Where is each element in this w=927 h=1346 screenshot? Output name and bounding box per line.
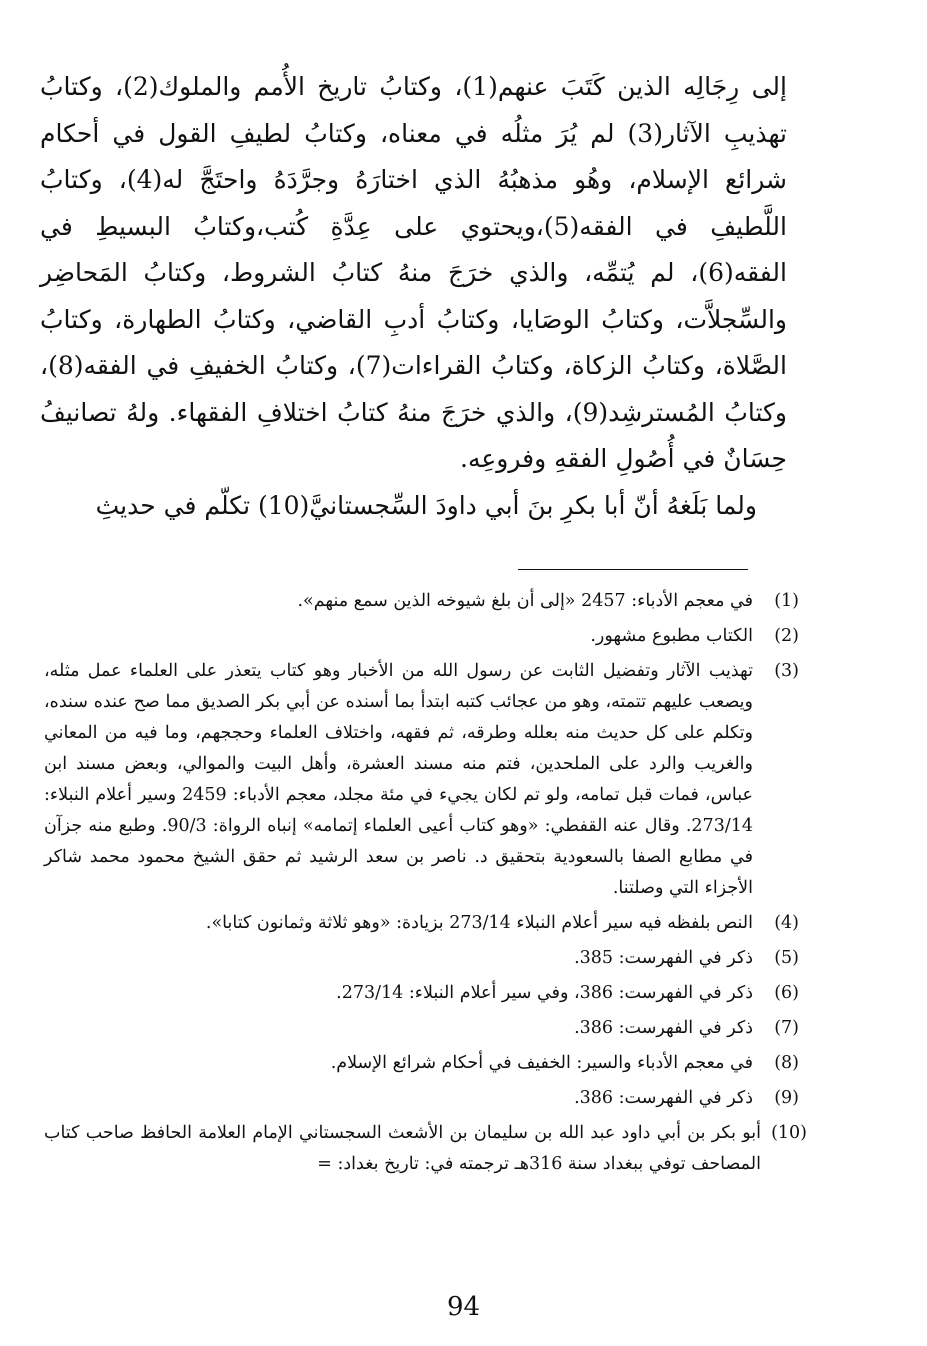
footnote-text: ذكر في الفهرست: 386. <box>574 1088 753 1108</box>
footnote-number: (2) <box>774 626 799 646</box>
footnote-text: النص بلفظه فيه سير أعلام النبلاء 273/14 بزيادة: «وهو ثلاثة وثمانون كتابا». <box>205 913 753 933</box>
footnote-number: (7) <box>774 1018 799 1038</box>
footnote-7 <box>44 1013 799 1044</box>
footnote-text: الكتاب مطبوع مشهور. <box>590 626 753 646</box>
footnote-5 <box>44 943 799 974</box>
footnote-2 <box>44 621 799 652</box>
footnote-number: (6) <box>774 983 799 1003</box>
footnote-3 <box>44 656 799 904</box>
footnote-text: في معجم الأدباء والسير: الخفيف في أحكام شرائع الإسلام. <box>330 1053 753 1073</box>
footnote-number: (1) <box>774 591 799 611</box>
footnote-4 <box>44 908 799 939</box>
footnote-1 <box>44 586 799 617</box>
main-text <box>40 64 787 529</box>
footnote-10 <box>44 1118 807 1180</box>
footnote-number: (9) <box>774 1088 799 1108</box>
footnote-divider <box>518 569 748 570</box>
footnote-8 <box>44 1048 799 1079</box>
footnote-number: (3) <box>774 661 799 681</box>
footnote-text: ذكر في الفهرست: 386. <box>574 1018 753 1038</box>
footnote-text: ذكر في الفهرست: 385. <box>574 948 753 968</box>
footnote-9 <box>44 1083 799 1114</box>
footnote-number: (10) <box>771 1123 807 1143</box>
footnote-text: ذكر في الفهرست: 386، وفي سير أعلام النبلاء: 273/14. <box>336 983 753 1003</box>
main-paragraph-1: إلى رِجَالِه الذين كَتَبَ عنهم(1)، وكتابُ تاريخ الأُمم والملوك(2)، وكتابُ تهذيبِ الآثار(3) لم يُرَ مثلُه في معناه، وكتابُ لطيفِ القول في أحكام شرائع الإسلام، وهُو مذهبُهُ الذي اختارَهُ وجرَّدَهُ واحتَجَّ له(4)، وكتابُ اللَّطيفِ في الفقه(5)،ويحتوي على عِدَّةِ كُتب،وكتابُ البسيطِ في الفقه(6)، لم يُتمِّه، والذي خرَجَ منهُ كتابُ الشروط، وكتابُ المَحاضِر والسِّجلاَّت، وكتابُ الوصَايا، وكتابُ أدبِ القاضي، وكتابُ الطهارة، وكتابُ الصَّلاة، وكتابُ الزكاة، وكتابُ القراءات(7)، وكتابُ الخفيفِ في الفقه(8)، وكتابُ المُسترشِد(9)، والذي خرَجَ منهُ كتابُ اختلافِ الفقهاء. ولهُ تصانيفُ حِسَانٌ في أُصُولِ الفقهِ وفروعِه. <box>40 72 787 473</box>
footnote-number: (5) <box>774 948 799 968</box>
footnote-text: في معجم الأدباء: 2457 «إلى أن بلغ شيوخه الذين سمع منهم». <box>297 591 753 611</box>
footnote-6 <box>44 978 799 1009</box>
page-number: 94 <box>446 1292 481 1322</box>
main-paragraph-2: ولما بَلَغهُ أنّ أبا بكرِ بنَ أبي داودَ السِّجستانيَّ(10) تكلّم في حديثِ <box>95 490 757 520</box>
footnote-text: أبو بكر بن أبي داود عبد الله بن سليمان بن الأشعث السجستاني الإمام العلامة الحافظ صاحب كتاب المصاحف توفي ببغداد سنة 316هـ ترجمته في: تاريخ بغداد: = <box>44 1123 761 1174</box>
footnote-number: (8) <box>774 1053 799 1073</box>
footnote-text: تهذيب الآثار وتفضيل الثابت عن رسول الله من الأخبار وهو كتاب يتعذر على العلماء عمل مثله، ويصعب عليهم تتمته، وهو من عجائب كتبه ابتدأ بما أسنده عن أبي بكر الصديق مما صح عنده سنده، وتكلم على كل حديث منه بعلله وطرقه، ثم فقهه، واختلاف العلماء وحججهم، وما فيه من المعاني والغريب والرد على الملحدين، فتم منه مسند العشرة، وأهل البيت والموالي، وبعض مسند ابن عباس، فمات قبل تمامه، ولو تم لكان يجيء في مئة مجلد، معجم الأدباء: 2459 وسير أعلام النبلاء: 273/14. وقال عنه القفطي: «وهو كتاب أعيى العلماء إتمامه» إنباه الرواة: 90/3. وطبع منه جزآن في مطابع الصفا بالسعودية بتحقيق د. ناصر بن سعد الرشيد ثم حقق الشيخ محمود محمد شاكر الأجزاء التي وصلتنا. <box>44 661 753 898</box>
footnote-number: (4) <box>774 913 799 933</box>
footnotes <box>44 586 807 1184</box>
